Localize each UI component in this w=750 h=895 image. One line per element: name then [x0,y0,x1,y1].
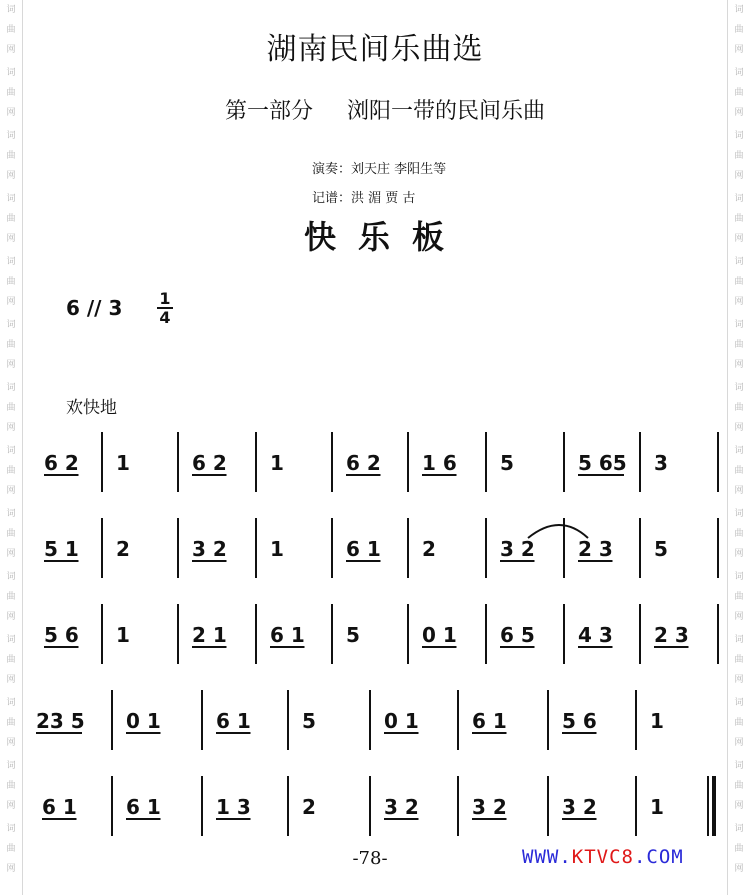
measure-notes: 6 2 [346,451,381,475]
watermark-glyph: 曲 [734,718,744,728]
watermark-glyph: 曲 [734,214,744,224]
tuning-marking: 6 // 3 [66,296,123,320]
measure-notes: 6 5 [500,623,535,647]
measure-notes: 6 1 [42,795,77,819]
watermark-glyph: 曲 [6,340,16,350]
measure-notes: 6 1 [270,623,305,647]
transcribers-credit: 记谱：洪 湄 贾 古 [312,191,416,206]
watermark-glyph: 曲 [6,214,16,224]
measure-notes: 0 1 [126,709,161,733]
measure-notes: 1 [270,537,284,561]
watermark-glyph: 曲 [6,277,16,287]
measure-notes: 4 3 [578,623,613,647]
measure-notes: 5 65 [578,451,627,475]
part-subtitle: 浏阳一带的民间乐曲 [347,99,546,124]
measure-notes: 1 [116,451,130,475]
watermark-glyph: 曲 [6,466,16,476]
watermark-glyph: 词 [6,68,16,78]
watermark-glyph: 曲 [6,781,16,791]
watermark-glyph: 词 [6,131,16,141]
watermark-glyph: 网 [734,171,744,181]
measure-notes: 6 1 [126,795,161,819]
measure-notes: 3 2 [562,795,597,819]
measure-notes: 23 5 [36,709,85,733]
measure-notes: 6 2 [44,451,79,475]
watermark-glyph: 曲 [734,529,744,539]
measure-notes: 3 2 [472,795,507,819]
watermark-glyph: 词 [734,131,744,141]
tempo-marking: 欢快地 [66,398,117,418]
measure-notes: 2 3 [578,537,613,561]
piece-title: 快乐板 [303,218,466,256]
watermark-glyph: 词 [6,698,16,708]
watermark-glyph: 词 [6,509,16,519]
watermark-glyph: 词 [734,257,744,267]
watermark-glyph: 网 [6,171,16,181]
watermark-glyph: 词 [6,824,16,834]
watermark-glyph: 网 [6,612,16,622]
time-denominator: 4 [159,308,171,327]
measure-notes: 2 [116,537,130,561]
watermark-glyph: 网 [734,738,744,748]
watermark-glyph: 曲 [734,151,744,161]
watermark-glyph: 网 [734,297,744,307]
measure-notes: 5 6 [562,709,597,733]
watermark-glyph: 曲 [6,718,16,728]
watermark-glyph: 网 [6,864,16,874]
measure-notes: 5 [500,451,514,475]
time-numerator: 1 [159,289,171,308]
watermark-glyph: 网 [734,612,744,622]
watermark-glyph: 词 [6,257,16,267]
measure-notes: 2 3 [654,623,689,647]
measure-notes: 3 2 [500,537,535,561]
watermark-glyph: 网 [6,423,16,433]
watermark-glyph: 网 [6,801,16,811]
watermark-glyph: 词 [6,446,16,456]
watermark-glyph: 网 [6,234,16,244]
measure-notes: 1 [270,451,284,475]
watermark-glyph: 曲 [734,88,744,98]
measure-notes: 3 2 [192,537,227,561]
watermark-glyph: 词 [734,824,744,834]
site-suffix: .COM [633,846,684,868]
watermark-glyph: 网 [6,549,16,559]
measure-notes: 6 1 [216,709,251,733]
watermark-glyph: 网 [734,801,744,811]
watermark-glyph: 词 [6,572,16,582]
watermark-glyph: 网 [734,549,744,559]
measure-notes: 1 [116,623,130,647]
watermark-glyph: 曲 [734,655,744,665]
watermark-glyph: 曲 [6,844,16,854]
watermark-glyph: 网 [6,108,16,118]
part-label: 第一部分 [224,99,313,124]
measure-notes: 3 2 [384,795,419,819]
watermark-glyph: 词 [6,383,16,393]
watermark-glyph: 词 [6,194,16,204]
watermark-glyph: 网 [6,45,16,55]
performers-credit: 演奏：刘天庄 李阳生等 [312,162,447,177]
watermark-glyph: 曲 [6,403,16,413]
measure-notes: 5 [302,709,316,733]
watermark-glyph: 词 [734,383,744,393]
watermark-glyph: 词 [734,68,744,78]
measure-notes: 2 [302,795,316,819]
watermark-glyph: 词 [734,572,744,582]
book-title: 湖南民间乐曲选 [266,32,484,67]
watermark-glyph: 词 [734,194,744,204]
watermark-glyph: 网 [734,108,744,118]
measure-notes: 6 1 [346,537,381,561]
watermark-glyph: 网 [734,360,744,370]
watermark-glyph: 词 [734,509,744,519]
watermark-glyph: 曲 [6,151,16,161]
watermark-glyph: 网 [6,297,16,307]
watermark-glyph: 曲 [734,25,744,35]
watermark-glyph: 词 [6,761,16,771]
watermark-glyph: 网 [734,423,744,433]
watermark-glyph: 曲 [6,88,16,98]
watermark-glyph: 词 [734,446,744,456]
watermark-glyph: 曲 [6,25,16,35]
measure-notes: 2 [422,537,436,561]
watermark-glyph: 曲 [734,781,744,791]
measure-notes: 6 2 [192,451,227,475]
watermark-glyph: 曲 [6,655,16,665]
watermark-glyph: 词 [734,761,744,771]
watermark-glyph: 网 [734,486,744,496]
measure-notes: 1 [650,709,664,733]
measure-notes: 2 1 [192,623,227,647]
watermark-glyph: 曲 [734,844,744,854]
watermark-glyph: 词 [6,5,16,15]
measure-notes: 0 1 [422,623,457,647]
watermark-glyph: 词 [6,320,16,330]
watermark-glyph: 曲 [734,340,744,350]
watermark-glyph: 网 [734,234,744,244]
watermark-glyph: 网 [734,45,744,55]
watermark-glyph: 词 [6,635,16,645]
watermark-glyph: 网 [6,360,16,370]
page-number: -78- [352,848,388,869]
measure-notes: 1 [650,795,664,819]
watermark-glyph: 曲 [734,592,744,602]
measure-notes: 3 [654,451,668,475]
watermark-glyph: 曲 [734,403,744,413]
watermark-glyph: 网 [734,864,744,874]
measure-notes: 5 [346,623,360,647]
watermark-glyph: 网 [734,675,744,685]
watermark-glyph: 词 [734,635,744,645]
watermark-glyph: 网 [6,486,16,496]
watermark-glyph: 曲 [6,529,16,539]
measure-notes: 5 [654,537,668,561]
measure-notes: 1 3 [216,795,251,819]
measure-notes: 1 6 [422,451,457,475]
watermark-glyph: 曲 [6,592,16,602]
watermark-glyph: 曲 [734,466,744,476]
watermark-glyph: 词 [734,320,744,330]
measure-notes: 0 1 [384,709,419,733]
watermark-glyph: 网 [6,675,16,685]
watermark-glyph: 网 [6,738,16,748]
watermark-glyph: 词 [734,698,744,708]
watermark-glyph: 曲 [734,277,744,287]
measure-notes: 5 1 [44,537,79,561]
measure-notes: 5 6 [44,623,79,647]
measure-notes: 6 1 [472,709,507,733]
watermark-glyph: 词 [734,5,744,15]
site-brand: KTVC8 [571,846,634,868]
site-prefix: WWW. [522,846,572,868]
site-watermark [522,846,684,868]
